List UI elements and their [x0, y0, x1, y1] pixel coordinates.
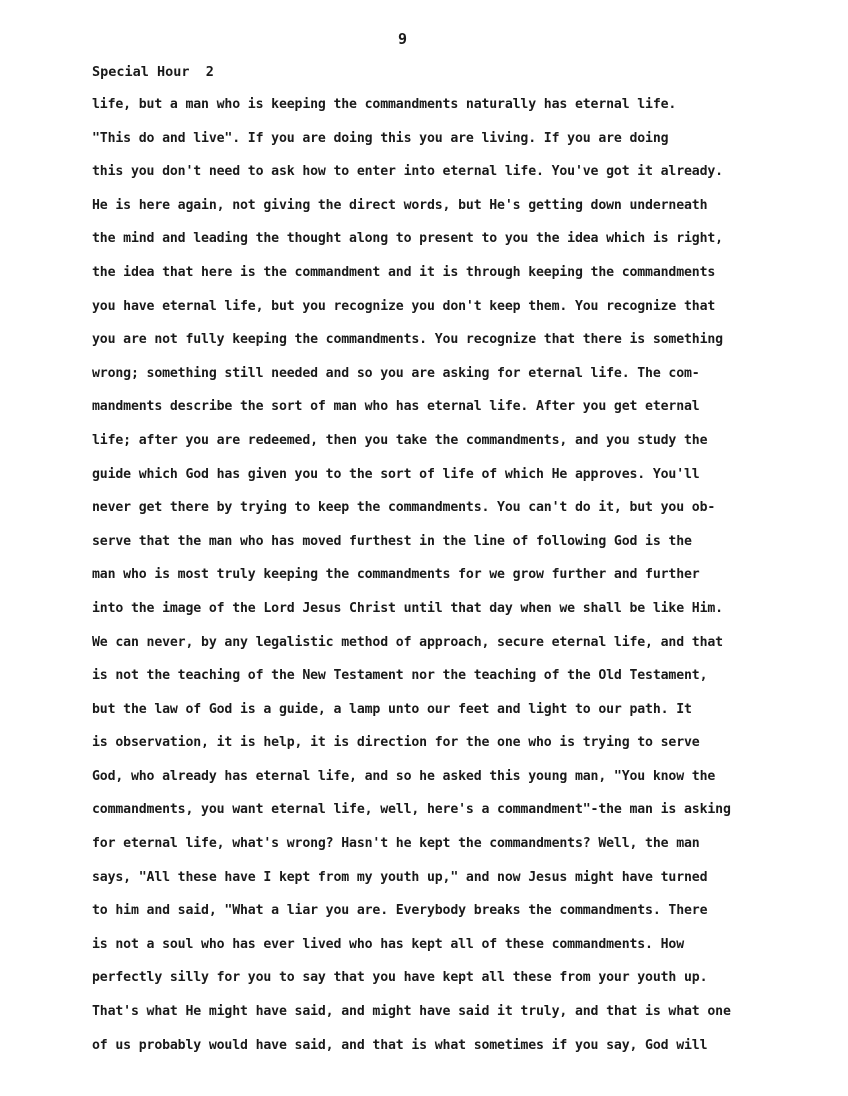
body-text [92, 94, 792, 1068]
text-line: mandments describe the sort of man who has eternal life. After you get eternal [92, 399, 700, 415]
text-line: life, but a man who is keeping the commandments naturally has eternal life. [92, 97, 677, 112]
text-line: is not a soul who has ever lived who has kept all of these commandments. How [92, 936, 685, 952]
text-line: is not the teaching of the New Testament nor the teaching of the Old Testament, [92, 668, 708, 684]
page-header: Special Hour 2 [92, 64, 214, 80]
text-line: says, "All these have I kept from my youth up," and now Jesus might have turned [92, 869, 708, 885]
text-line: you have eternal life, but you recognize you don't keep them. You recognize that [92, 298, 716, 314]
text-line: the idea that here is the commandment and it is through keeping the commandments [92, 264, 716, 280]
text-line: "This do and live". If you are doing this you are living. If you are doing [92, 130, 669, 146]
text-line: wrong; something still needed and so you are asking for eternal life. The com- [92, 365, 700, 381]
page-number: 9 [398, 30, 408, 48]
text-line: We can never, by any legalistic method of approach, secure eternal life, and that [92, 634, 723, 650]
text-line: into the image of the Lord Jesus Christ until that day when we shall be like Him. [92, 600, 723, 616]
text-line: the mind and leading the thought along to present to you the idea which is right, [92, 231, 723, 247]
text-line: this you don't need to ask how to enter into eternal life. You've got it already. [92, 164, 723, 180]
text-line: for eternal life, what's wrong? Hasn't he kept the commandments? Well, the man [92, 836, 700, 852]
text-line: commandments, you want eternal life, well, here's a commandment"-the man is asking [92, 802, 731, 818]
text-line: never get there by trying to keep the commandments. You can't do it, but you ob- [92, 500, 716, 516]
text-line: God, who already has eternal life, and so he asked this young man, "You know the [92, 768, 716, 784]
text-line: of us probably would have said, and that is what sometimes if you say, God will [92, 1037, 708, 1053]
text-line: to him and said, "What a liar you are. Everybody breaks the commandments. There [92, 903, 708, 919]
text-line: man who is most truly keeping the commandments for we grow further and further [92, 567, 700, 583]
text-line: life; after you are redeemed, then you take the commandments, and you study the [92, 432, 708, 448]
text-line: guide which God has given you to the sort of life of which He approves. You'll [92, 466, 700, 482]
text-line: is observation, it is help, it is direction for the one who is trying to serve [92, 735, 700, 751]
text-line: That's what He might have said, and might have said it truly, and that is what one [92, 1004, 731, 1020]
text-line: perfectly silly for you to say that you have kept all these from your youth up. [92, 970, 708, 986]
text-line: He is here again, not giving the direct words, but He's getting down underneath [92, 197, 708, 213]
text-line: serve that the man who has moved furthest in the line of following God is the [92, 533, 692, 549]
text-line: but the law of God is a guide, a lamp unto our feet and light to our path. It [92, 701, 692, 717]
text-line: you are not fully keeping the commandments. You recognize that there is something [92, 332, 723, 348]
